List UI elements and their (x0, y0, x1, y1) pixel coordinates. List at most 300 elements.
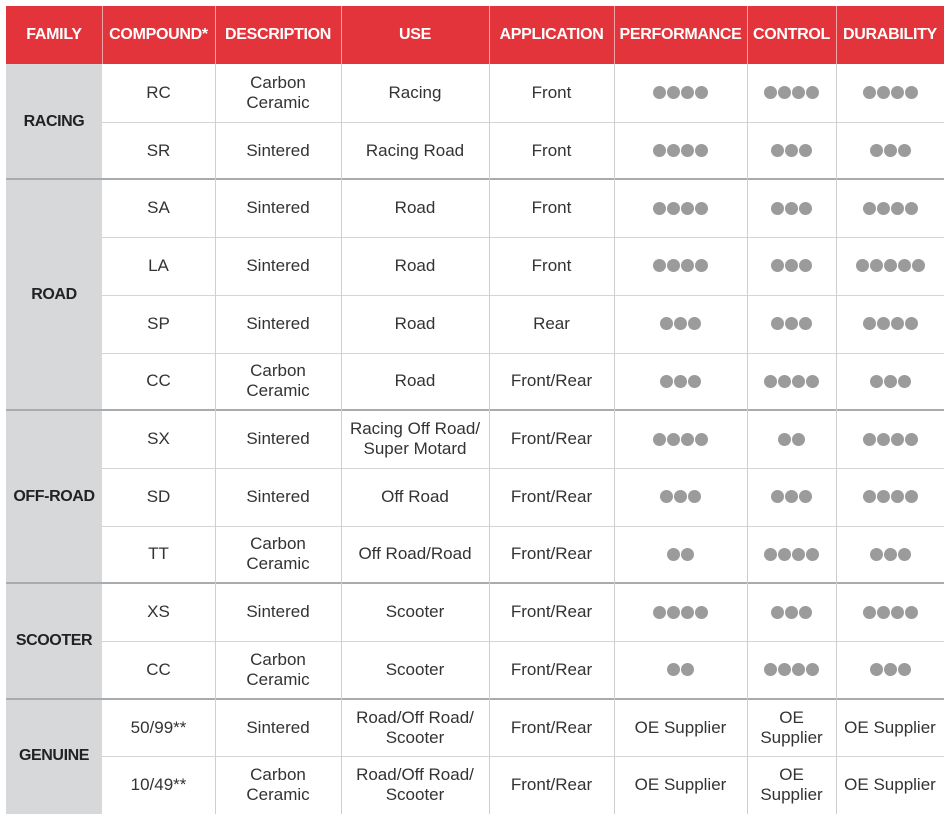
durability-cell (840, 410, 940, 468)
rating-dot (799, 317, 812, 330)
compound-text: SD (146, 486, 171, 506)
description-cell (219, 353, 337, 411)
column-divider (614, 64, 615, 814)
rating-dot (674, 317, 687, 330)
description-text: Carbon Ceramic (246, 361, 310, 401)
rating-dot (792, 86, 805, 99)
description-cell (219, 122, 337, 180)
rating-dot (863, 317, 876, 330)
description-cell (219, 179, 337, 237)
description-cell (219, 699, 337, 757)
use-text: Road (394, 371, 436, 391)
control-cell (751, 295, 832, 353)
group-divider (6, 409, 944, 411)
rating-dot (891, 490, 904, 503)
rating-dot (695, 606, 708, 619)
rating-dot (891, 433, 904, 446)
application-cell (493, 122, 610, 180)
application-cell (493, 179, 610, 237)
rating-dot (674, 375, 687, 388)
rating-dot (877, 86, 890, 99)
performance-cell (618, 237, 743, 295)
application-text: Front (531, 82, 572, 102)
durability-cell (840, 122, 940, 180)
rating-dot (870, 144, 883, 157)
application-cell (493, 295, 610, 353)
rating-dot (891, 317, 904, 330)
compound-text: XS (147, 602, 170, 622)
header-divider (747, 6, 748, 64)
rating-dot (771, 317, 784, 330)
performance-rating-dots (660, 375, 701, 388)
description-text: Sintered (246, 313, 310, 333)
rating-dot (806, 548, 819, 561)
description-text: Carbon Ceramic (246, 649, 310, 689)
rating-dot (653, 259, 666, 272)
performance-cell (618, 122, 743, 180)
rating-dot (884, 259, 897, 272)
rating-dot (653, 144, 666, 157)
group-divider (6, 582, 944, 584)
application-text: Front/Rear (510, 659, 593, 679)
rating-dot (912, 259, 925, 272)
compound-text: SX (147, 429, 170, 449)
header-use: USE (341, 6, 489, 64)
use-cell (345, 641, 485, 699)
durability-cell (840, 526, 940, 584)
durability-cell (840, 699, 940, 757)
rating-dot (764, 548, 777, 561)
description-cell (219, 641, 337, 699)
durability-rating-dots (870, 144, 911, 157)
description-cell (219, 468, 337, 526)
compound-cell (106, 468, 211, 526)
control-cell (751, 122, 832, 180)
control-rating-dots (778, 433, 805, 446)
rating-dot (870, 548, 883, 561)
control-cell (751, 179, 832, 237)
use-cell (345, 410, 485, 468)
performance-rating-dots (653, 86, 708, 99)
application-text: Rear (533, 313, 570, 333)
description-cell (219, 583, 337, 641)
control-rating-dots (771, 317, 812, 330)
compound-text: SA (147, 198, 170, 218)
application-text: Front/Rear (510, 371, 593, 391)
group-divider (6, 178, 944, 180)
use-cell (345, 699, 485, 757)
compound-cell (106, 295, 211, 353)
durability-rating-dots (863, 606, 918, 619)
rating-dot (785, 144, 798, 157)
use-text: Road (394, 313, 436, 333)
durability-cell (840, 295, 940, 353)
rating-dot (688, 490, 701, 503)
rating-dot (771, 259, 784, 272)
rating-dot (667, 548, 680, 561)
rating-dot (778, 433, 791, 446)
compound-text: LA (148, 255, 169, 275)
description-cell (219, 526, 337, 584)
compound-text: SR (146, 140, 171, 160)
rating-dot (792, 548, 805, 561)
control-cell (751, 699, 832, 757)
rating-dot (877, 317, 890, 330)
brake-pad-compound-table (6, 6, 944, 814)
rating-dot (660, 490, 673, 503)
compound-cell (106, 410, 211, 468)
durability-rating-dots (863, 317, 918, 330)
rating-dot (771, 144, 784, 157)
description-text: Sintered (246, 486, 310, 506)
rating-dot (884, 663, 897, 676)
control-rating-dots (771, 259, 812, 272)
rating-dot (884, 548, 897, 561)
use-cell (345, 179, 485, 237)
durability-rating-dots (863, 202, 918, 215)
performance-cell (618, 179, 743, 237)
rating-dot (891, 606, 904, 619)
header-compound: COMPOUND* (102, 6, 215, 64)
rating-dot (799, 606, 812, 619)
use-text: Road (394, 255, 436, 275)
control-cell (751, 468, 832, 526)
use-text: Racing Off Road/ Super Motard (349, 419, 481, 459)
application-text: Front/Rear (510, 429, 593, 449)
rating-dot (806, 375, 819, 388)
rating-dot (877, 202, 890, 215)
rating-dot (785, 606, 798, 619)
durability-cell (840, 64, 940, 122)
performance-rating-dots (653, 144, 708, 157)
row-divider (102, 756, 944, 757)
use-text: Racing (388, 82, 442, 102)
application-text: Front (531, 198, 572, 218)
rating-dot (806, 86, 819, 99)
rating-dot (688, 317, 701, 330)
rating-dot (778, 86, 791, 99)
application-text: Front/Rear (510, 602, 593, 622)
rating-dot (799, 259, 812, 272)
compound-text: SP (147, 313, 170, 333)
application-cell (493, 641, 610, 699)
rating-dot (778, 548, 791, 561)
rating-dot (681, 433, 694, 446)
description-text: Sintered (246, 255, 310, 275)
durability-rating-dots (863, 490, 918, 503)
use-text: Road/Off Road/ Scooter (356, 707, 474, 747)
rating-dot (674, 490, 687, 503)
column-divider (489, 64, 490, 814)
rating-dot (884, 375, 897, 388)
header-application: APPLICATION (489, 6, 614, 64)
control-text: OE Supplier (760, 765, 823, 805)
performance-text: OE Supplier (634, 775, 727, 795)
header-divider (215, 6, 216, 64)
rating-dot (681, 259, 694, 272)
header-divider (102, 6, 103, 64)
application-cell (493, 410, 610, 468)
performance-rating-dots (653, 259, 708, 272)
durability-text: OE Supplier (844, 717, 936, 737)
use-text: Road (394, 198, 436, 218)
rating-dot (799, 144, 812, 157)
use-cell (345, 64, 485, 122)
control-cell (751, 756, 832, 814)
use-cell (345, 353, 485, 411)
description-text: Sintered (246, 602, 310, 622)
control-cell (751, 64, 832, 122)
application-cell (493, 237, 610, 295)
control-rating-dots (771, 606, 812, 619)
family-cell: OFF-ROAD (6, 410, 102, 583)
compound-text: 10/49** (130, 775, 187, 795)
rating-dot (898, 144, 911, 157)
durability-cell (840, 756, 940, 814)
header-divider (489, 6, 490, 64)
rating-dot (898, 548, 911, 561)
durability-rating-dots (863, 433, 918, 446)
header-durability: DURABILITY (836, 6, 944, 64)
column-divider (747, 64, 748, 814)
control-cell (751, 410, 832, 468)
compound-cell (106, 179, 211, 237)
performance-rating-dots (667, 663, 694, 676)
rating-dot (695, 144, 708, 157)
description-text: Carbon Ceramic (246, 765, 310, 805)
rating-dot (764, 663, 777, 676)
performance-rating-dots (660, 490, 701, 503)
header-divider (836, 6, 837, 64)
rating-dot (764, 86, 777, 99)
rating-dot (785, 202, 798, 215)
rating-dot (877, 606, 890, 619)
rating-dot (905, 317, 918, 330)
durability-rating-dots (870, 548, 911, 561)
rating-dot (785, 490, 798, 503)
use-text: Scooter (385, 659, 445, 679)
family-cell: RACING (6, 64, 102, 179)
application-cell (493, 583, 610, 641)
header-divider (341, 6, 342, 64)
use-cell (345, 122, 485, 180)
use-text: Scooter (385, 602, 445, 622)
application-text: Front (531, 255, 572, 275)
rating-dot (863, 490, 876, 503)
rating-dot (778, 663, 791, 676)
application-cell (493, 353, 610, 411)
durability-rating-dots (863, 86, 918, 99)
rating-dot (681, 663, 694, 676)
performance-rating-dots (667, 548, 694, 561)
description-cell (219, 64, 337, 122)
rating-dot (771, 606, 784, 619)
rating-dot (856, 259, 869, 272)
family-cell: GENUINE (6, 699, 102, 814)
rating-dot (785, 259, 798, 272)
rating-dot (695, 433, 708, 446)
rating-dot (898, 663, 911, 676)
compound-cell (106, 699, 211, 757)
rating-dot (891, 86, 904, 99)
control-rating-dots (764, 375, 819, 388)
description-text: Carbon Ceramic (246, 72, 310, 112)
performance-text: OE Supplier (634, 717, 727, 737)
application-cell (493, 699, 610, 757)
column-divider (836, 64, 837, 814)
durability-rating-dots (870, 663, 911, 676)
rating-dot (681, 86, 694, 99)
performance-cell (618, 641, 743, 699)
rating-dot (653, 86, 666, 99)
control-cell (751, 526, 832, 584)
row-divider (102, 237, 944, 238)
rating-dot (863, 202, 876, 215)
group-divider (6, 698, 944, 700)
family-cell: SCOOTER (6, 583, 102, 698)
rating-dot (785, 317, 798, 330)
rating-dot (681, 606, 694, 619)
rating-dot (653, 433, 666, 446)
rating-dot (771, 490, 784, 503)
rating-dot (695, 259, 708, 272)
control-rating-dots (764, 663, 819, 676)
control-cell (751, 237, 832, 295)
compound-text: RC (146, 82, 171, 102)
use-text: Off Road (381, 486, 449, 506)
rating-dot (863, 433, 876, 446)
description-text: Sintered (246, 198, 310, 218)
rating-dot (884, 144, 897, 157)
rating-dot (799, 202, 812, 215)
rating-dot (681, 202, 694, 215)
rating-dot (799, 490, 812, 503)
rating-dot (905, 490, 918, 503)
compound-cell (106, 237, 211, 295)
performance-cell (618, 583, 743, 641)
use-cell (345, 295, 485, 353)
row-divider (102, 468, 944, 469)
row-divider (102, 526, 944, 527)
control-rating-dots (771, 202, 812, 215)
description-cell (219, 237, 337, 295)
rating-dot (771, 202, 784, 215)
performance-rating-dots (653, 202, 708, 215)
rating-dot (653, 202, 666, 215)
control-cell (751, 583, 832, 641)
use-text: Racing Road (365, 140, 465, 160)
use-cell (345, 237, 485, 295)
rating-dot (806, 663, 819, 676)
rating-dot (681, 144, 694, 157)
compound-text: TT (148, 544, 169, 564)
application-text: Front/Rear (510, 544, 593, 564)
durability-cell (840, 353, 940, 411)
rating-dot (667, 606, 680, 619)
compound-text: CC (146, 371, 171, 391)
rating-dot (792, 663, 805, 676)
compound-cell (106, 526, 211, 584)
application-cell (493, 756, 610, 814)
use-cell (345, 583, 485, 641)
use-cell (345, 756, 485, 814)
application-cell (493, 526, 610, 584)
compound-text: 50/99** (130, 717, 187, 737)
performance-cell (618, 410, 743, 468)
rating-dot (898, 259, 911, 272)
control-rating-dots (764, 86, 819, 99)
performance-cell (618, 699, 743, 757)
rating-dot (778, 375, 791, 388)
rating-dot (764, 375, 777, 388)
rating-dot (863, 86, 876, 99)
header-description: DESCRIPTION (215, 6, 341, 64)
column-divider (341, 64, 342, 814)
rating-dot (695, 86, 708, 99)
performance-cell (618, 64, 743, 122)
rating-dot (905, 606, 918, 619)
description-text: Sintered (246, 140, 310, 160)
rating-dot (792, 375, 805, 388)
performance-cell (618, 526, 743, 584)
performance-rating-dots (660, 317, 701, 330)
rating-dot (863, 606, 876, 619)
durability-rating-dots (856, 259, 925, 272)
row-divider (102, 295, 944, 296)
rating-dot (891, 202, 904, 215)
durability-cell (840, 468, 940, 526)
application-cell (493, 468, 610, 526)
application-text: Front (531, 140, 572, 160)
rating-dot (870, 663, 883, 676)
durability-cell (840, 179, 940, 237)
rating-dot (898, 375, 911, 388)
row-divider (102, 122, 944, 123)
rating-dot (877, 433, 890, 446)
rating-dot (695, 202, 708, 215)
application-text: Front/Rear (510, 717, 593, 737)
performance-cell (618, 353, 743, 411)
performance-cell (618, 756, 743, 814)
rating-dot (660, 317, 673, 330)
description-text: Sintered (246, 717, 310, 737)
description-cell (219, 410, 337, 468)
compound-cell (106, 583, 211, 641)
application-text: Front/Rear (510, 775, 593, 795)
durability-rating-dots (870, 375, 911, 388)
rating-dot (792, 433, 805, 446)
rating-dot (660, 375, 673, 388)
description-cell (219, 295, 337, 353)
performance-rating-dots (653, 433, 708, 446)
family-cell: ROAD (6, 179, 102, 410)
rating-dot (688, 375, 701, 388)
rating-dot (877, 490, 890, 503)
rating-dot (667, 433, 680, 446)
application-cell (493, 64, 610, 122)
rating-dot (667, 663, 680, 676)
rating-dot (870, 375, 883, 388)
durability-cell (840, 641, 940, 699)
use-text: Off Road/Road (358, 544, 472, 564)
header-performance: PERFORMANCE (614, 6, 747, 64)
description-text: Sintered (246, 429, 310, 449)
rating-dot (905, 202, 918, 215)
compound-cell (106, 756, 211, 814)
performance-cell (618, 295, 743, 353)
compound-cell (106, 641, 211, 699)
description-cell (219, 756, 337, 814)
